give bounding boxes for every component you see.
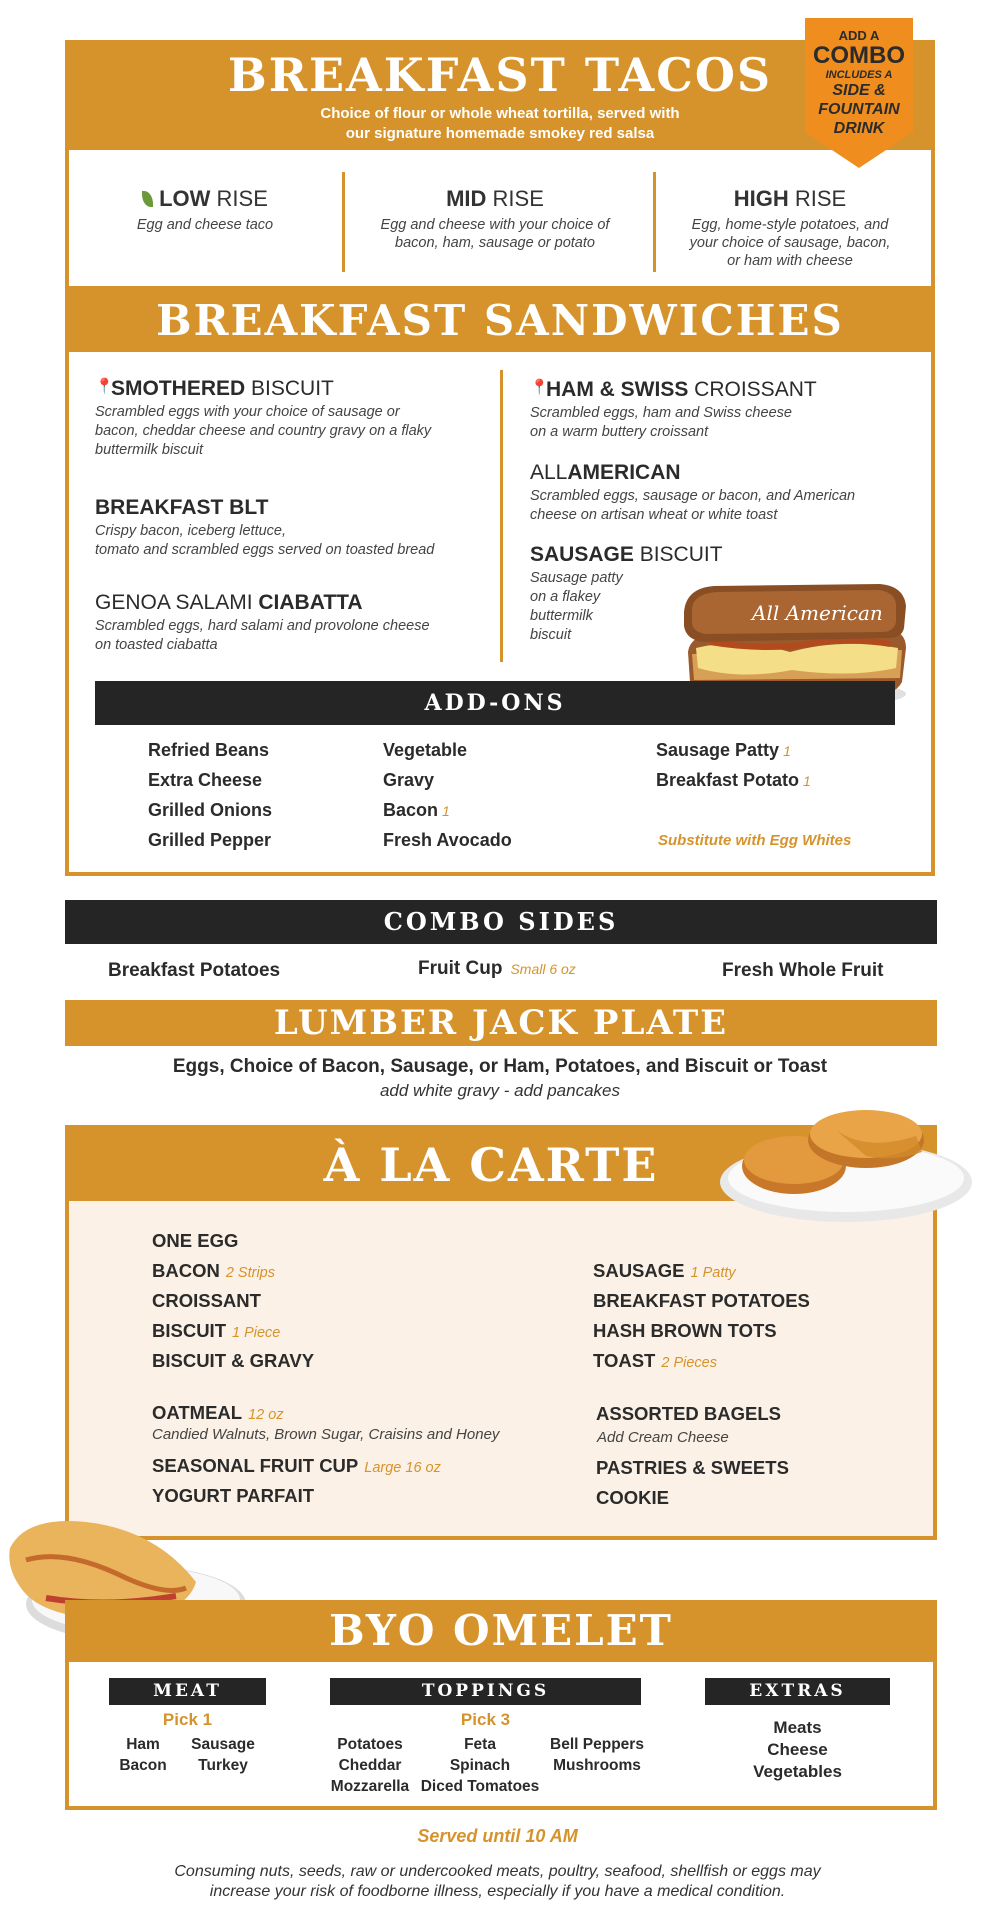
addon-refried-beans: Refried Beans <box>148 740 270 760</box>
addon-extra-cheese: Extra Cheese <box>148 770 263 790</box>
alc-bacon: BACON 2 Strips <box>152 1260 276 1281</box>
omelet-topping-bell-peppers: Bell Peppers <box>550 1736 644 1753</box>
alc-bagels-desc: Add Cream Cheese <box>597 1429 729 1446</box>
omelet-topping-feta: Feta <box>464 1736 496 1753</box>
sandwiches-title: BREAKFAST SANDWICHES <box>156 296 844 345</box>
served-until: Served until 10 AM <box>417 1826 578 1846</box>
sandwich-divider <box>500 370 503 662</box>
alc-one-egg: ONE EGG <box>152 1230 239 1251</box>
a-la-carte-title: À LA CARTE <box>323 1138 659 1192</box>
omelet-extra-cheese: Cheese <box>767 1740 828 1759</box>
omelet-meat-turkey: Turkey <box>198 1757 248 1774</box>
omelet-toppings-pick: Pick 3 <box>460 1710 511 1729</box>
taco-mid-rise: MID RISE Egg and cheese with your choice of bacon, ham, sausage or potato <box>380 186 610 251</box>
lumber-jack-extras: add white gravy - add pancakes <box>379 1081 621 1100</box>
omelet-extra-vegetables: Vegetables <box>753 1762 842 1781</box>
sandwich-smothered-biscuit: 📍SMOTHERED BISCUIT Scrambled eggs with your choice of sausage or bacon, cheddar cheese and country gravy on a flaky buttermilk biscuit <box>95 377 432 458</box>
omelet-topping-potatoes: Potatoes <box>337 1736 403 1753</box>
leaf-icon <box>142 191 153 207</box>
addon-fresh-avocado: Fresh Avocado <box>383 830 512 850</box>
side-fruit-cup: Fruit Cup Small 6 oz <box>418 958 576 979</box>
pin-icon: 📍 <box>95 378 114 395</box>
lumber-jack-desc: Eggs, Choice of Bacon, Sausage, or Ham, Potatoes, and Biscuit or Toast <box>172 1056 828 1077</box>
omelet-toppings-header: TOPPINGS <box>330 1678 641 1705</box>
tacos-subtitle: Choice of flour or whole wheat tortilla, served with our signature homemade smokey red salsa <box>320 105 680 142</box>
alc-oatmeal-desc: Candied Walnuts, Brown Sugar, Craisins and Honey <box>152 1426 500 1443</box>
addon-bacon: Bacon 1 <box>383 800 450 820</box>
omelet-topping-mushrooms: Mushrooms <box>553 1757 641 1774</box>
alc-yogurt-parfait: YOGURT PARFAIT <box>152 1485 315 1506</box>
taco-high-rise: HIGH RISE Egg, home-style potatoes, and your choice of sausage, bacon, or ham with cheese <box>689 186 891 269</box>
side-fresh-whole-fruit: Fresh Whole Fruit <box>722 960 884 981</box>
sandwiches-header <box>65 290 935 352</box>
sandwich-photo-label: All American <box>752 601 883 625</box>
omelet-meat-sausage: Sausage <box>191 1736 255 1753</box>
alc-seasonal-fruit-cup: SEASONAL FRUIT CUP Large 16 oz <box>152 1455 441 1476</box>
sandwich-ham-swiss: 📍HAM & SWISS CROISSANT Scrambled eggs, ham and Swiss cheese on a warm buttery croissant <box>530 378 817 440</box>
omelet-meat-ham: Ham <box>126 1736 160 1753</box>
addons-header: ADD-ONS <box>95 681 895 725</box>
pancakes-photo <box>716 1100 976 1230</box>
alc-biscuit: BISCUIT 1 Piece <box>152 1320 281 1341</box>
omelet-meat-header: MEAT <box>109 1678 266 1705</box>
sandwich-all-american: ALLAMERICAN Scrambled eggs, sausage or bacon, and American cheese on artisan wheat or white toast <box>530 461 856 523</box>
combo-sides-header: COMBO SIDES <box>65 900 937 944</box>
sandwich-breakfast-blt: BREAKFAST BLT Crispy bacon, iceberg lettuce, tomato and scrambled eggs served on toasted bread <box>95 496 435 558</box>
alc-toast: TOAST 2 Pieces <box>593 1350 717 1371</box>
addon-gravy: Gravy <box>383 770 435 790</box>
alc-oatmeal: OATMEAL 12 oz <box>152 1402 284 1423</box>
taco-divider-2 <box>653 172 656 272</box>
pin-icon: 📍 <box>530 379 549 396</box>
lumber-jack-header <box>65 1000 937 1046</box>
alc-cookie: COOKIE <box>596 1487 669 1508</box>
addon-sausage-patty: Sausage Patty 1 <box>656 740 791 760</box>
alc-biscuit-gravy: BISCUIT & GRAVY <box>152 1350 315 1371</box>
omelet-topping-diced-tomatoes: Diced Tomatoes <box>420 1778 540 1795</box>
alc-assorted-bagels: ASSORTED BAGELS <box>596 1403 782 1424</box>
omelet-topping-spinach: Spinach <box>449 1757 511 1774</box>
alc-hash-brown-tots: HASH BROWN TOTS <box>593 1320 777 1341</box>
omelet-extra-meats: Meats <box>773 1718 822 1737</box>
alc-breakfast-potatoes: BREAKFAST POTATOES <box>593 1290 810 1311</box>
omelet-title: BYO OMELET <box>329 1606 673 1655</box>
omelet-topping-mozzarella: Mozzarella <box>330 1778 410 1795</box>
omelet-topping-cheddar: Cheddar <box>338 1757 402 1774</box>
alc-croissant: CROISSANT <box>152 1290 261 1311</box>
omelet-extras-header: EXTRAS <box>705 1678 890 1705</box>
addon-grilled-onions: Grilled Onions <box>148 800 273 820</box>
addon-breakfast-potato: Breakfast Potato 1 <box>656 770 811 790</box>
lumber-jack-title: LUMBER JACK PLATE <box>273 1003 729 1043</box>
side-breakfast-potatoes: Breakfast Potatoes <box>108 960 281 981</box>
taco-divider-1 <box>342 172 345 272</box>
addon-vegetable: Vegetable <box>383 740 468 760</box>
tacos-title: BREAKFAST TACOS <box>227 48 773 102</box>
omelet-meat-bacon: Bacon <box>119 1757 167 1774</box>
alc-pastries-sweets: PASTRIES & SWEETS <box>596 1457 789 1478</box>
combo-badge: ADD A COMBO INCLUDES A SIDE & FOUNTAIN DRINK <box>805 18 913 168</box>
taco-low-rise: LOW RISE Egg and cheese taco <box>136 186 274 233</box>
omelet-header <box>65 1600 937 1662</box>
disclaimer: Consuming nuts, seeds, raw or undercooked meats, poultry, seafood, shellfish or eggs may increase your risk of foodborne illness, especially if you have a medical condition. <box>174 1863 821 1900</box>
addon-grilled-pepper: Grilled Pepper <box>148 830 272 850</box>
omelet-meat-pick: Pick 1 <box>162 1710 213 1729</box>
sandwich-genoa-salami: GENOA SALAMI CIABATTA Scrambled eggs, hard salami and provolone cheese on toasted ciabatta <box>95 591 430 653</box>
addon-egg-whites: Substitute with Egg Whites <box>658 832 852 849</box>
alc-sausage: SAUSAGE 1 Patty <box>593 1260 736 1281</box>
sandwich-sausage-biscuit: SAUSAGE BISCUIT Sausage patty on a flakey buttermilk biscuit <box>530 543 723 643</box>
